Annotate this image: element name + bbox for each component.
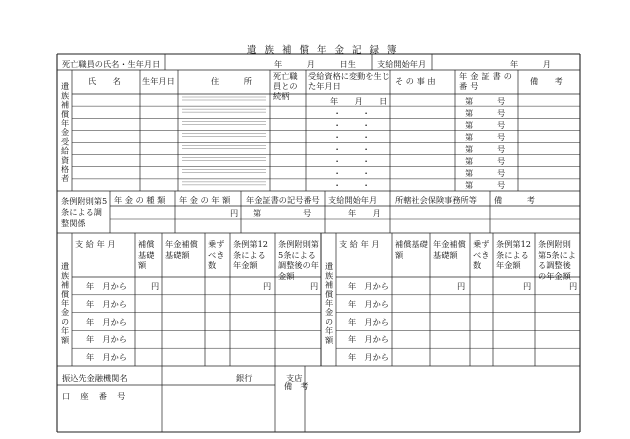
annual-right-multiplier-header: 乗ずべき数 bbox=[473, 239, 490, 271]
col-address: 住 所 bbox=[211, 76, 252, 86]
adj-col-office: 所轄社会保険事務所等 bbox=[395, 195, 477, 205]
col-name: 氏 名 bbox=[88, 76, 121, 86]
change-date-dot: ・ bbox=[362, 144, 371, 154]
annual-left-row-label: 年 月から bbox=[86, 334, 127, 345]
change-date-dot: ・ bbox=[362, 131, 371, 142]
annual-right-yen: 円 bbox=[523, 281, 532, 291]
annual-left-side-label: 遺族補償年金の年額 bbox=[60, 262, 71, 345]
account-label: 口 座 番 号 bbox=[62, 391, 127, 401]
bank-unit: 銀行 bbox=[236, 373, 253, 383]
adj-ym: 年 月 bbox=[348, 208, 381, 218]
annual-right-annual-base-header: 年金補償基礎額 bbox=[433, 239, 466, 260]
annual-left-comp-base-header: 補償基礎額 bbox=[138, 239, 155, 271]
pay-start-unit: 年 月 bbox=[510, 59, 551, 69]
annual-right-comp-base-header: 補償基礎額 bbox=[395, 239, 428, 260]
adj-col-type: 年 金 の 種 類 bbox=[114, 195, 166, 205]
annual-left-yen: 円 bbox=[310, 281, 319, 291]
annual-left-row-label: 年 月から bbox=[86, 298, 127, 309]
adj-col-remarks: 備 考 bbox=[494, 195, 535, 205]
deceased-label: 死亡職員の氏名・生年月日 bbox=[62, 59, 161, 69]
annual-right-row-label: 年 月から bbox=[348, 334, 389, 345]
change-date-dot: ・ bbox=[333, 107, 342, 118]
annual-left-row-label: 年 月から bbox=[86, 352, 127, 363]
annual-right-period-header: 支 給 年 月 bbox=[339, 239, 380, 249]
adj-cert-suffix: 号 bbox=[303, 208, 312, 218]
adj-cert-prefix: 第 bbox=[253, 208, 262, 218]
cert-suffix: 号 bbox=[497, 144, 506, 154]
form-title: 遺族補償年金記録簿 bbox=[247, 45, 405, 56]
cert-prefix: 第 bbox=[465, 131, 474, 142]
annual-right-adjusted-amount-header: 条例附則第5条による調整後の年金額 bbox=[538, 239, 576, 281]
adj-col-cert: 年金証書の記号番号 bbox=[246, 195, 320, 205]
change-date-dot: ・ bbox=[333, 168, 342, 179]
adj-yen: 円 bbox=[230, 208, 239, 218]
annual-left-row-label: 年 月から bbox=[86, 281, 127, 291]
annual-left-period-header: 支 給 年 月 bbox=[75, 239, 116, 249]
annual-right-row-label: 年 月から bbox=[348, 316, 389, 327]
cert-prefix: 第 bbox=[465, 144, 474, 154]
branch-unit: 支店 bbox=[286, 373, 303, 383]
annual-left-art12-amount-header: 条例第12条による年金額 bbox=[233, 239, 268, 271]
change-date-dot: ・ bbox=[333, 156, 342, 167]
annual-left-annual-base-header: 年金補償基礎額 bbox=[165, 239, 198, 260]
cert-suffix: 号 bbox=[497, 131, 506, 142]
change-date-dot: ・ bbox=[333, 119, 342, 130]
cert-suffix: 号 bbox=[497, 168, 506, 179]
annual-right-side-label: 遺族補償年金の年額 bbox=[324, 262, 335, 345]
annual-left-yen: 円 bbox=[263, 281, 272, 291]
annual-right-row-label: 年 月から bbox=[348, 298, 389, 309]
pay-start-label: 支給開始年月 bbox=[377, 59, 427, 69]
change-date-dot: ・ bbox=[333, 144, 342, 154]
col-cert: 年金証書の番号 bbox=[459, 71, 515, 91]
cert-prefix: 第 bbox=[465, 95, 474, 106]
cert-suffix: 号 bbox=[497, 107, 506, 118]
cert-suffix: 号 bbox=[497, 95, 506, 106]
cert-suffix: 号 bbox=[497, 156, 506, 167]
annual-right-yen: 円 bbox=[457, 281, 466, 291]
birth-date-unit: 年 月 日生 bbox=[274, 59, 356, 69]
adj-col-start: 支給開始年月 bbox=[328, 195, 378, 205]
annual-right-row-label: 年 月から bbox=[348, 352, 389, 363]
change-date-dot: ・ bbox=[362, 119, 371, 130]
cert-prefix: 第 bbox=[465, 107, 474, 118]
change-date-unit: 年 月 日 bbox=[330, 95, 388, 106]
adj-col-amount: 年 金 の 年 額 bbox=[179, 195, 231, 205]
annual-left-adjusted-amount-header: 条例附則第5条による調整後の年金額 bbox=[278, 239, 319, 281]
change-date-dot: ・ bbox=[333, 131, 342, 142]
cert-suffix: 号 bbox=[497, 119, 506, 130]
change-date-dot: ・ bbox=[362, 107, 371, 118]
cert-prefix: 第 bbox=[465, 180, 474, 191]
recipients-side-label: 遺族補償年金受給資格者 bbox=[60, 82, 71, 184]
annual-left-yen: 円 bbox=[151, 281, 160, 291]
adjustment-side-label: 条例附則第5条による調整関係 bbox=[61, 196, 108, 229]
annual-right-row-label: 年 月から bbox=[348, 281, 389, 291]
annual-right-yen: 円 bbox=[569, 281, 578, 291]
annual-left-row-label: 年 月から bbox=[86, 316, 127, 327]
cert-suffix: 号 bbox=[497, 180, 506, 191]
annual-right-art12-amount-header: 条例第12条による年金額 bbox=[496, 239, 531, 271]
annual-left-multiplier-header: 乗ずべき数 bbox=[208, 239, 225, 271]
col-reason: そ の 事 由 bbox=[395, 76, 436, 86]
change-date-dot: ・ bbox=[362, 180, 371, 191]
cert-prefix: 第 bbox=[465, 168, 474, 179]
col-change: 受給資格に変動を生じた年月日 bbox=[308, 71, 390, 91]
cert-prefix: 第 bbox=[465, 156, 474, 167]
bank-institution-label: 振込先金融機関名 bbox=[62, 373, 128, 383]
col-remarks: 備 考 bbox=[530, 76, 563, 86]
change-date-dot: ・ bbox=[333, 180, 342, 191]
col-birth: 生年月日 bbox=[142, 76, 175, 86]
cert-prefix: 第 bbox=[465, 119, 474, 130]
change-date-dot: ・ bbox=[362, 168, 371, 179]
bank-remarks-label: 備 考 bbox=[284, 381, 309, 391]
col-relation: 死亡職員との続柄 bbox=[273, 71, 298, 101]
change-date-dot: ・ bbox=[362, 156, 371, 167]
